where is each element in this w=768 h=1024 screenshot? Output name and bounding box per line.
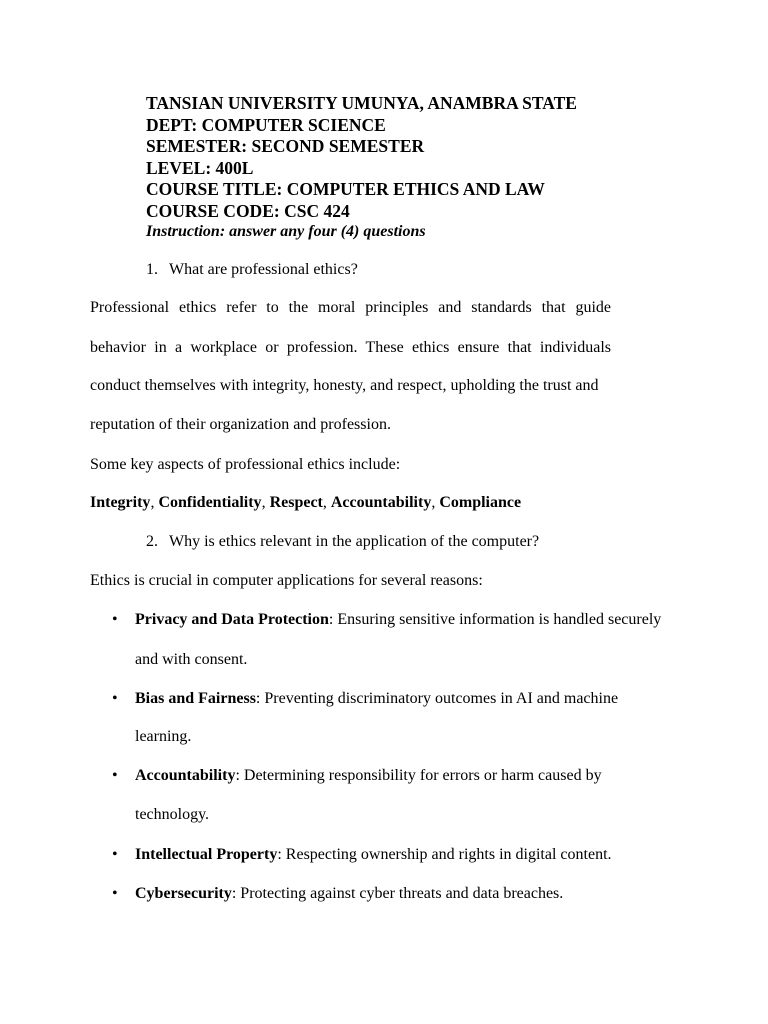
course-title: COURSE TITLE: COMPUTER ETHICS AND LAW <box>146 179 545 199</box>
answer-1-line-4: reputation of their organization and profession. <box>90 416 391 433</box>
exam-header <box>146 93 706 242</box>
bullet-term: Bias and Fairness <box>135 690 256 707</box>
answer-1-line-1 <box>90 298 611 318</box>
aspect-separator: , <box>431 494 440 511</box>
answer-1-line-2 <box>90 338 611 358</box>
bullet-icon: • <box>112 611 118 628</box>
instruction: Instruction: answer any four (4) questions <box>146 223 426 240</box>
bullet-description: : Determining responsibility for errors or harm caused by <box>235 767 602 784</box>
semester: SEMESTER: SECOND SEMESTER <box>146 136 425 156</box>
question-2-number: 2. <box>146 533 158 550</box>
department: DEPT: COMPUTER SCIENCE <box>146 114 386 135</box>
bullet-item-privacy-continuation: and with consent. <box>135 651 248 668</box>
bullet-item-bias <box>135 689 618 709</box>
bullet-item-cybersecurity <box>135 884 563 904</box>
aspect-separator: , <box>261 494 270 511</box>
question-1-number: 1. <box>146 261 158 278</box>
bullet-term: Privacy and Data Protection <box>135 611 329 628</box>
bullet-term: Intellectual Property <box>135 846 278 863</box>
answer-1-line-1-text: Professional ethics refer to the moral principles and standards that guide <box>90 299 611 316</box>
bullet-icon: • <box>112 846 118 863</box>
bullet-item-bias-continuation: learning. <box>135 728 192 745</box>
bullet-description: : Ensuring sensitive information is handled securely <box>328 611 662 628</box>
bullet-description: : Preventing discriminatory outcomes in AI and machine <box>255 690 619 707</box>
aspect-respect: Respect <box>269 494 323 511</box>
bullet-item-accountability <box>135 766 602 786</box>
aspect-separator: , <box>150 494 159 511</box>
aspect-accountability: Accountability <box>330 494 432 511</box>
aspect-confidentiality: Confidentiality <box>158 494 262 511</box>
answer-2-intro: Ethics is crucial in computer applications for several reasons: <box>90 572 483 589</box>
bullet-term: Cybersecurity <box>135 885 232 902</box>
bullet-description: : Respecting ownership and rights in digital content. <box>277 846 612 863</box>
bullet-icon: • <box>112 885 118 902</box>
university-name: TANSIAN UNIVERSITY UMUNYA, ANAMBRA STATE <box>146 93 577 113</box>
answer-1-line-2-text: behavior in a workplace or profession. These ethics ensure that individuals <box>90 339 611 356</box>
bullet-item-privacy <box>135 610 661 630</box>
bullet-description: : Protecting against cyber threats and data breaches. <box>231 885 564 902</box>
aspect-compliance: Compliance <box>439 494 522 511</box>
aspects-list <box>90 493 521 513</box>
level: LEVEL: 400L <box>146 157 254 178</box>
bullet-term: Accountability <box>135 767 236 784</box>
aspects-intro: Some key aspects of professional ethics include: <box>90 456 401 473</box>
bullet-item-accountability-continuation: technology. <box>135 806 210 823</box>
bullet-icon: • <box>112 767 118 784</box>
question-2-text: Why is ethics relevant in the application of the computer? <box>169 533 540 550</box>
question-1-text: What are professional ethics? <box>169 261 358 278</box>
aspect-integrity: Integrity <box>90 494 151 511</box>
bullet-item-intellectual-property <box>135 845 612 865</box>
course-code: COURSE CODE: CSC 424 <box>146 200 350 221</box>
aspect-separator: , <box>322 494 331 511</box>
answer-1-line-3: conduct themselves with integrity, honesty, and respect, upholding the trust and <box>90 377 599 394</box>
bullet-icon: • <box>112 690 118 707</box>
